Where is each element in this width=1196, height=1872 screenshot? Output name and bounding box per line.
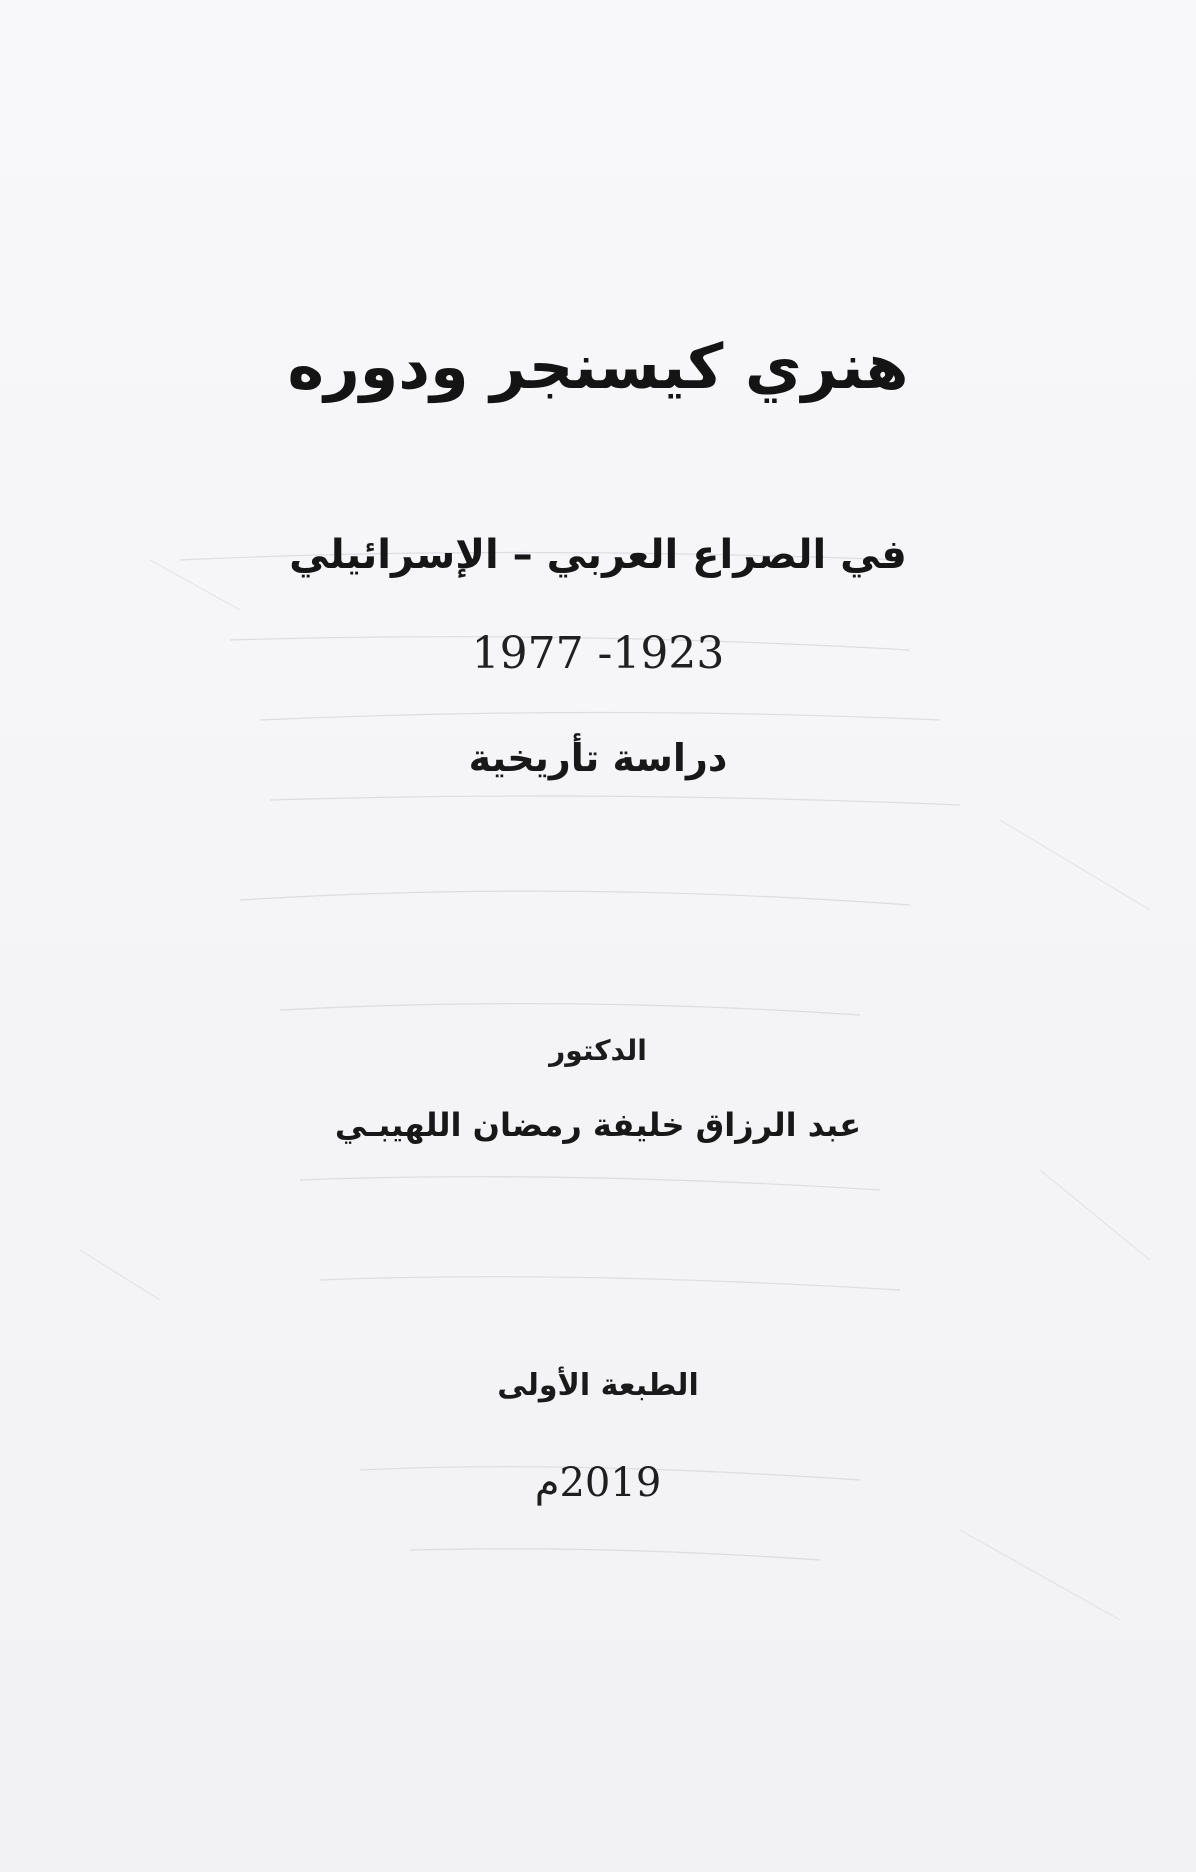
book-subtitle: في الصراع العربي – الإسرائيلي (289, 532, 907, 578)
edition-label: الطبعة الأولى (497, 1368, 699, 1403)
book-title: هنري كيسنجر ودوره (287, 330, 909, 403)
study-type: دراسة تأريخية (468, 736, 728, 780)
author-name: عبد الرزاق خليفة رمضان اللهيبـي (334, 1106, 862, 1144)
author-title: الدكتور (549, 1034, 647, 1067)
publication-year: 2019م (534, 1460, 662, 1506)
period-years: 1977 -1923 (471, 628, 725, 679)
